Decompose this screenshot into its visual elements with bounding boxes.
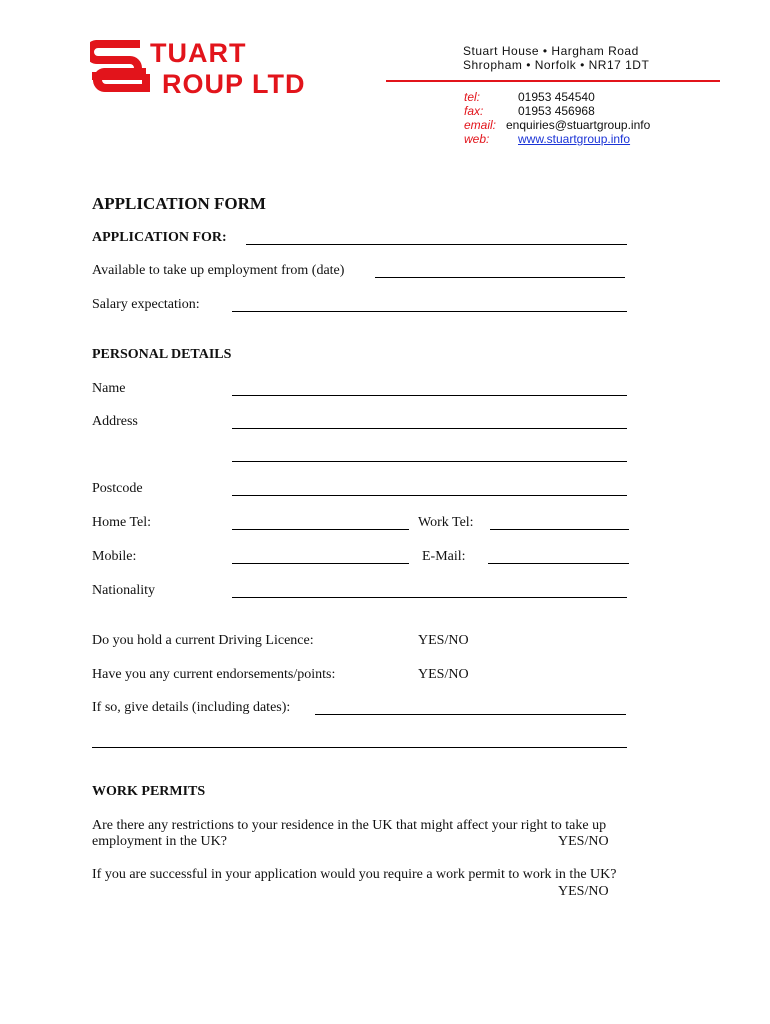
email-field-label: E-Mail:: [422, 549, 466, 564]
application-for-field[interactable]: [246, 244, 627, 245]
page-title: APPLICATION FORM: [92, 194, 266, 213]
restrictions-answer[interactable]: YES/NO: [558, 834, 609, 849]
salary-field[interactable]: [232, 311, 627, 312]
name-field[interactable]: [232, 395, 627, 396]
driving-licence-question: Do you hold a current Driving Licence:: [92, 633, 314, 648]
header-divider: [386, 80, 720, 82]
fax-label: fax:: [464, 104, 484, 118]
work-permit-answer[interactable]: YES/NO: [558, 884, 609, 899]
driving-licence-answer[interactable]: YES/NO: [418, 633, 469, 648]
personal-details-heading: PERSONAL DETAILS: [92, 347, 232, 362]
work-tel-label: Work Tel:: [418, 515, 474, 530]
address-line-2: Shropham • Norfolk • NR17 1DT: [463, 58, 650, 72]
nationality-field[interactable]: [232, 597, 627, 598]
restrictions-question-line1: Are there any restrictions to your residence in the UK that might affect your right to take up: [92, 818, 607, 833]
work-permits-heading: WORK PERMITS: [92, 784, 206, 799]
work-permit-question: If you are successful in your application would you require a work permit to work in the UK?: [92, 867, 617, 882]
restrictions-question-line2: employment in the UK?: [92, 834, 227, 849]
svg-text:TUART: TUART: [150, 38, 247, 68]
salary-label: Salary expectation:: [92, 297, 200, 312]
nationality-label: Nationality: [92, 583, 155, 598]
fax-value: 01953 456968: [518, 104, 595, 118]
email-label: email:: [464, 118, 497, 132]
email-value[interactable]: enquiries@stuartgroup.info: [506, 118, 651, 132]
address-field-2[interactable]: [232, 461, 627, 462]
home-tel-field[interactable]: [232, 529, 409, 530]
mobile-label: Mobile:: [92, 549, 137, 564]
endorsements-question: Have you any current endorsements/points:: [92, 667, 336, 682]
available-from-field[interactable]: [375, 277, 625, 278]
address-line-1: Stuart House • Hargham Road: [463, 44, 639, 58]
postcode-field[interactable]: [232, 495, 627, 496]
stuart-group-logo: [90, 38, 365, 100]
mobile-field[interactable]: [232, 563, 409, 564]
details-field-2[interactable]: [92, 747, 627, 748]
application-for-label: APPLICATION FOR:: [92, 230, 227, 245]
details-question: If so, give details (including dates):: [92, 700, 291, 715]
endorsements-answer[interactable]: YES/NO: [418, 667, 469, 682]
svg-text:ROUP LTD: ROUP LTD: [162, 69, 306, 99]
tel-label: tel:: [464, 90, 481, 104]
work-tel-field[interactable]: [490, 529, 629, 530]
available-from-label: Available to take up employment from (date): [92, 263, 345, 278]
address-field-1[interactable]: [232, 428, 627, 429]
details-field-1[interactable]: [315, 714, 626, 715]
tel-value: 01953 454540: [518, 90, 595, 104]
web-link[interactable]: www.stuartgroup.info: [518, 132, 631, 146]
postcode-label: Postcode: [92, 481, 143, 496]
web-label: web:: [464, 132, 490, 146]
email-field[interactable]: [488, 563, 629, 564]
home-tel-label: Home Tel:: [92, 515, 152, 530]
address-label: Address: [92, 414, 138, 429]
name-label: Name: [92, 381, 126, 396]
